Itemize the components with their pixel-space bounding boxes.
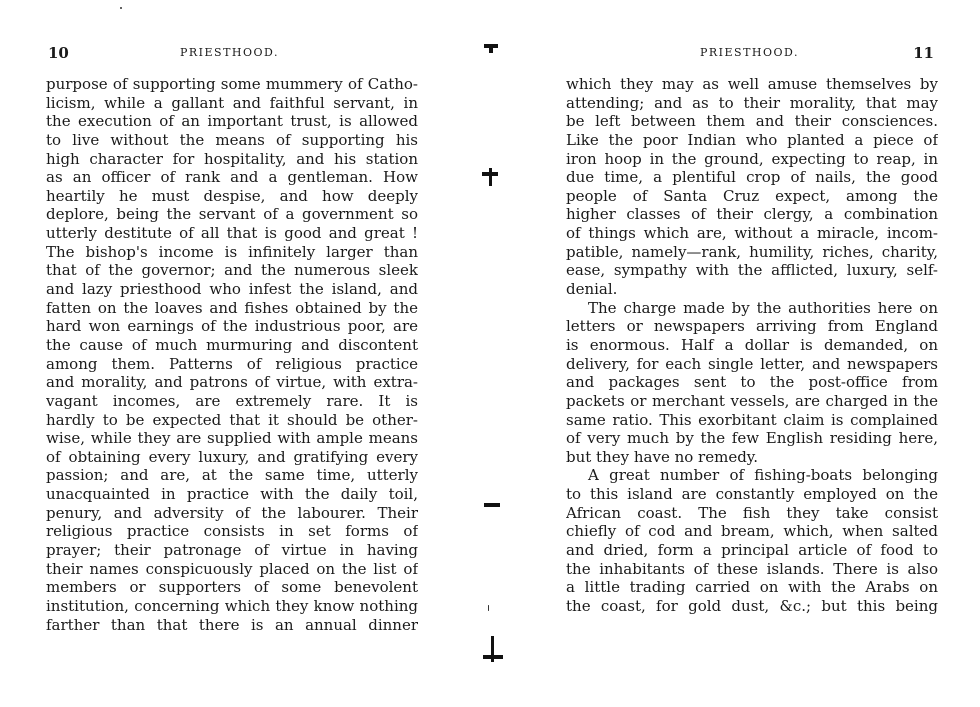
text-line: unacquainted in practice with the daily toil, xyxy=(46,485,418,504)
right-page xyxy=(566,0,938,707)
text-line: chiefly of cod and bream, which, when salted xyxy=(566,522,938,541)
text-line: among them. Patterns of religious practice xyxy=(46,354,418,373)
text-line: hardly to be expected that it should be other- xyxy=(46,410,418,429)
text-line: patible, namely—rank, humility, riches, charity, xyxy=(566,242,938,261)
text-line: but they have no remedy. xyxy=(566,447,759,466)
text-line: hard won earnings of the industrious poor, are xyxy=(46,317,418,336)
text-line: vagant incomes, are extremely rare. It is xyxy=(46,391,418,410)
text-line: attending; and as to their morality, that may xyxy=(566,93,938,112)
text-line: the inhabitants of these islands. There is also xyxy=(566,559,938,578)
text-line: denial. xyxy=(566,280,618,299)
speck xyxy=(488,605,489,611)
text-line: higher classes of their clergy, a combination xyxy=(566,205,938,224)
text-line: deplore, being the servant of a government so xyxy=(46,205,418,224)
text-line: delivery, for each single letter, and newspapers xyxy=(566,354,938,373)
text-line: is enormous. Half a dollar is demanded, on xyxy=(566,335,938,354)
text-line: of things which are, without a miracle, incom- xyxy=(566,224,938,243)
text-line: the execution of an important trust, is allowed xyxy=(46,112,418,131)
text-line: and dried, form a principal article of food to xyxy=(566,541,938,560)
text-line: that of the governor; and the numerous sleek xyxy=(46,261,418,280)
left-page-header xyxy=(46,44,418,64)
text-line: be left between them and their consciences. xyxy=(566,112,938,131)
text-line: of very much by the few English residing here, xyxy=(566,429,938,448)
text-line: of obtaining every luxury, and gratifying every xyxy=(46,447,418,466)
left-page-text xyxy=(46,75,418,634)
left-page xyxy=(46,0,418,707)
text-line: which they may as well amuse themselves by xyxy=(566,75,938,93)
text-line: wise, while they are supplied with ample means xyxy=(46,429,418,448)
paragraph-start-line: A great number of fishing-boats belonging xyxy=(588,466,938,485)
text-line: as an officer of rank and a gentleman. How xyxy=(46,168,418,187)
text-line: to live without the means of supporting his xyxy=(46,130,418,149)
text-line: and lazy priesthood who infest the island, and xyxy=(46,280,418,299)
text-line: same ratio. This exorbitant claim is complained xyxy=(566,410,938,429)
text-line: and morality, and patrons of virtue, with extra- xyxy=(46,373,418,392)
text-line: passion; and are, at the same time, utterly xyxy=(46,466,418,485)
text-line: purpose of supporting some mummery of Catho- xyxy=(46,75,418,93)
text-line: their names conspicuously placed on the list of xyxy=(46,559,418,578)
text-line: African coast. The fish they take consist xyxy=(566,503,938,522)
text-line: The bishop's income is infinitely larger than xyxy=(46,242,418,261)
right-page-number: 11 xyxy=(913,44,934,62)
gutter-mark-top-stem xyxy=(489,44,493,53)
gutter-mark-bottom-stem xyxy=(491,636,494,662)
speck xyxy=(120,7,122,9)
text-line: utterly destitute of all that is good and great ! xyxy=(46,224,418,243)
text-line: members or supporters of some benevolent xyxy=(46,578,418,597)
text-line: high character for hospitality, and his station xyxy=(46,149,418,168)
text-line: people of Santa Cruz expect, among the xyxy=(566,186,938,205)
text-line: iron hoop in the ground, expecting to reap, in xyxy=(566,149,938,168)
text-line: religious practice consists in set forms of xyxy=(46,522,418,541)
text-line: due time, a plentiful crop of nails, the good xyxy=(566,168,938,187)
gutter-mark-middle xyxy=(484,503,500,507)
gutter-mark-upper-stem xyxy=(489,168,492,186)
paragraph-start-line: The charge made by the authorities here on xyxy=(588,298,938,317)
text-line: prayer; their patronage of virtue in having xyxy=(46,541,418,560)
text-line: packets or merchant vessels, are charged in the xyxy=(566,391,938,410)
right-running-head: PRIESTHOOD. xyxy=(700,46,799,59)
text-line: ease, sympathy with the afflicted, luxury, self- xyxy=(566,261,938,280)
text-line: letters or newspapers arriving from England xyxy=(566,317,938,336)
left-running-head: PRIESTHOOD. xyxy=(180,46,279,59)
text-line: and packages sent to the post-office from xyxy=(566,373,938,392)
text-line: institution, concerning which they know nothing xyxy=(46,596,418,615)
text-line: licism, while a gallant and faithful servant, in xyxy=(46,93,418,112)
text-line: to this island are constantly employed on the xyxy=(566,485,938,504)
text-line: farther than that there is an annual dinner xyxy=(46,615,418,634)
text-line: penury, and adversity of the labourer. Their xyxy=(46,503,418,522)
text-line: fatten on the loaves and fishes obtained by the xyxy=(46,298,418,317)
text-line: Like the poor Indian who planted a piece of xyxy=(566,130,938,149)
right-page-header xyxy=(566,44,938,64)
right-page-text xyxy=(566,75,938,616)
text-line: heartily he must despise, and how deeply xyxy=(46,186,418,205)
left-page-number: 10 xyxy=(48,44,69,62)
text-line: the coast, for gold dust, &c.; but this being xyxy=(566,596,938,615)
text-line: the cause of much murmuring and discontent xyxy=(46,335,418,354)
text-line: a little trading carried on with the Arabs on xyxy=(566,578,938,597)
